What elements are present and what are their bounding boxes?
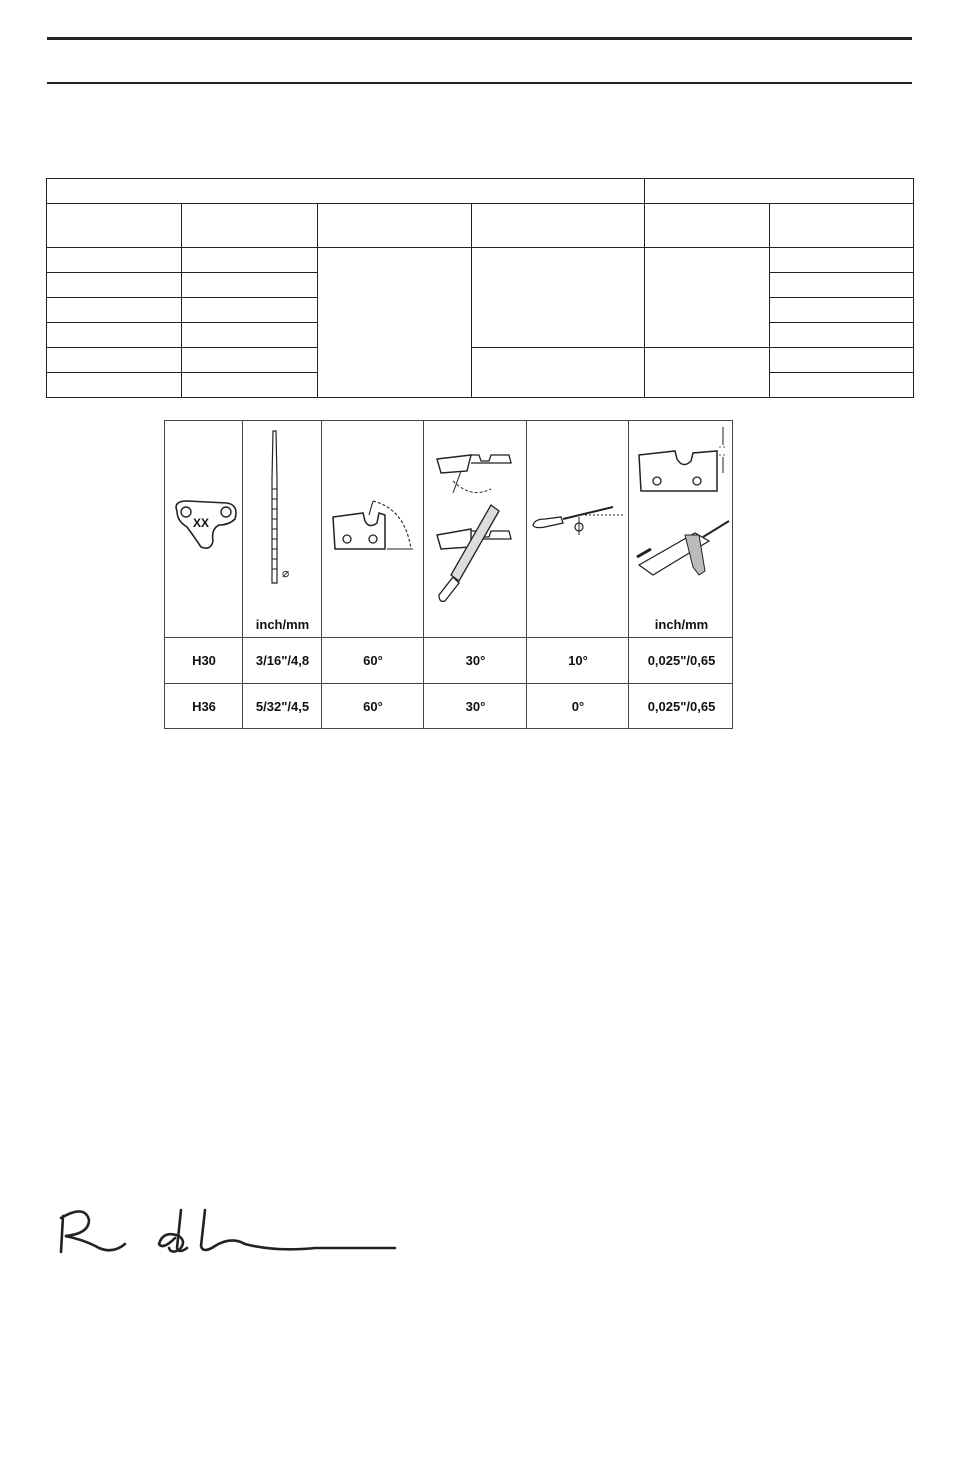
chain-link-xx-icon — [171, 495, 239, 555]
spec-merged-cell — [318, 248, 472, 398]
cutter-top-plate-angle-icon — [329, 493, 419, 563]
top-plate-angle: 60° — [363, 699, 383, 714]
spec-cell — [47, 248, 182, 273]
spec-header-cell — [472, 204, 645, 248]
file-size: 5/32"/4,5 — [255, 699, 310, 714]
spec-header-group-left — [47, 179, 645, 204]
spec-cell — [182, 273, 318, 298]
file-tilt-icon — [531, 501, 627, 545]
depth-gauge-icon — [635, 425, 731, 583]
chain-code-h30: H30 — [192, 653, 216, 668]
spec-cell — [182, 248, 318, 273]
spec-cell — [182, 373, 318, 398]
header-rule-bottom — [47, 82, 912, 84]
round-file-icon — [263, 429, 303, 589]
spec-merged-cell — [645, 248, 770, 348]
file-angle: 30° — [465, 699, 486, 714]
file-angle: 30° — [465, 653, 486, 668]
spec-header-cell — [47, 204, 182, 248]
spec-cell — [182, 348, 318, 373]
spec-merged-cell — [472, 348, 645, 398]
spec-cell — [182, 298, 318, 323]
spec-cell — [770, 248, 914, 273]
spec-cell — [47, 298, 182, 323]
spec-header-cell — [770, 204, 914, 248]
spec-cell — [182, 323, 318, 348]
file-size: 3/16"/4,8 — [255, 653, 310, 668]
spec-merged-cell — [472, 248, 645, 348]
spec-cell — [770, 323, 914, 348]
spec-header-cell — [182, 204, 318, 248]
specification-table — [46, 178, 914, 398]
tilt-angle: 10° — [568, 653, 588, 668]
depth-unit-label: inch/mm — [654, 617, 709, 632]
spec-cell — [47, 273, 182, 298]
depth-gauge-setting: 0,025"/0,65 — [647, 699, 716, 714]
top-plate-angle: 60° — [363, 653, 383, 668]
file-unit-label: inch/mm — [255, 617, 310, 632]
spec-cell — [770, 298, 914, 323]
depth-gauge-setting: 0,025"/0,65 — [647, 653, 716, 668]
tilt-angle: 0° — [571, 699, 585, 714]
spec-cell — [47, 348, 182, 373]
spec-cell — [770, 348, 914, 373]
spec-merged-cell — [645, 348, 770, 398]
chain-link-label: XX — [193, 516, 210, 530]
spec-header-cell — [318, 204, 472, 248]
spec-cell — [770, 373, 914, 398]
spec-header-cell — [645, 204, 770, 248]
chain-code-h36: H36 — [192, 699, 216, 714]
spec-header-group-right — [645, 179, 914, 204]
spec-cell — [770, 273, 914, 298]
header-rule-top — [47, 37, 912, 40]
spec-cell — [47, 373, 182, 398]
handwritten-signature — [55, 1200, 415, 1270]
diameter-symbol: ⌀ — [282, 566, 290, 580]
spec-cell — [47, 323, 182, 348]
file-angle-icon — [431, 443, 525, 613]
sharpening-data-table — [164, 420, 733, 729]
